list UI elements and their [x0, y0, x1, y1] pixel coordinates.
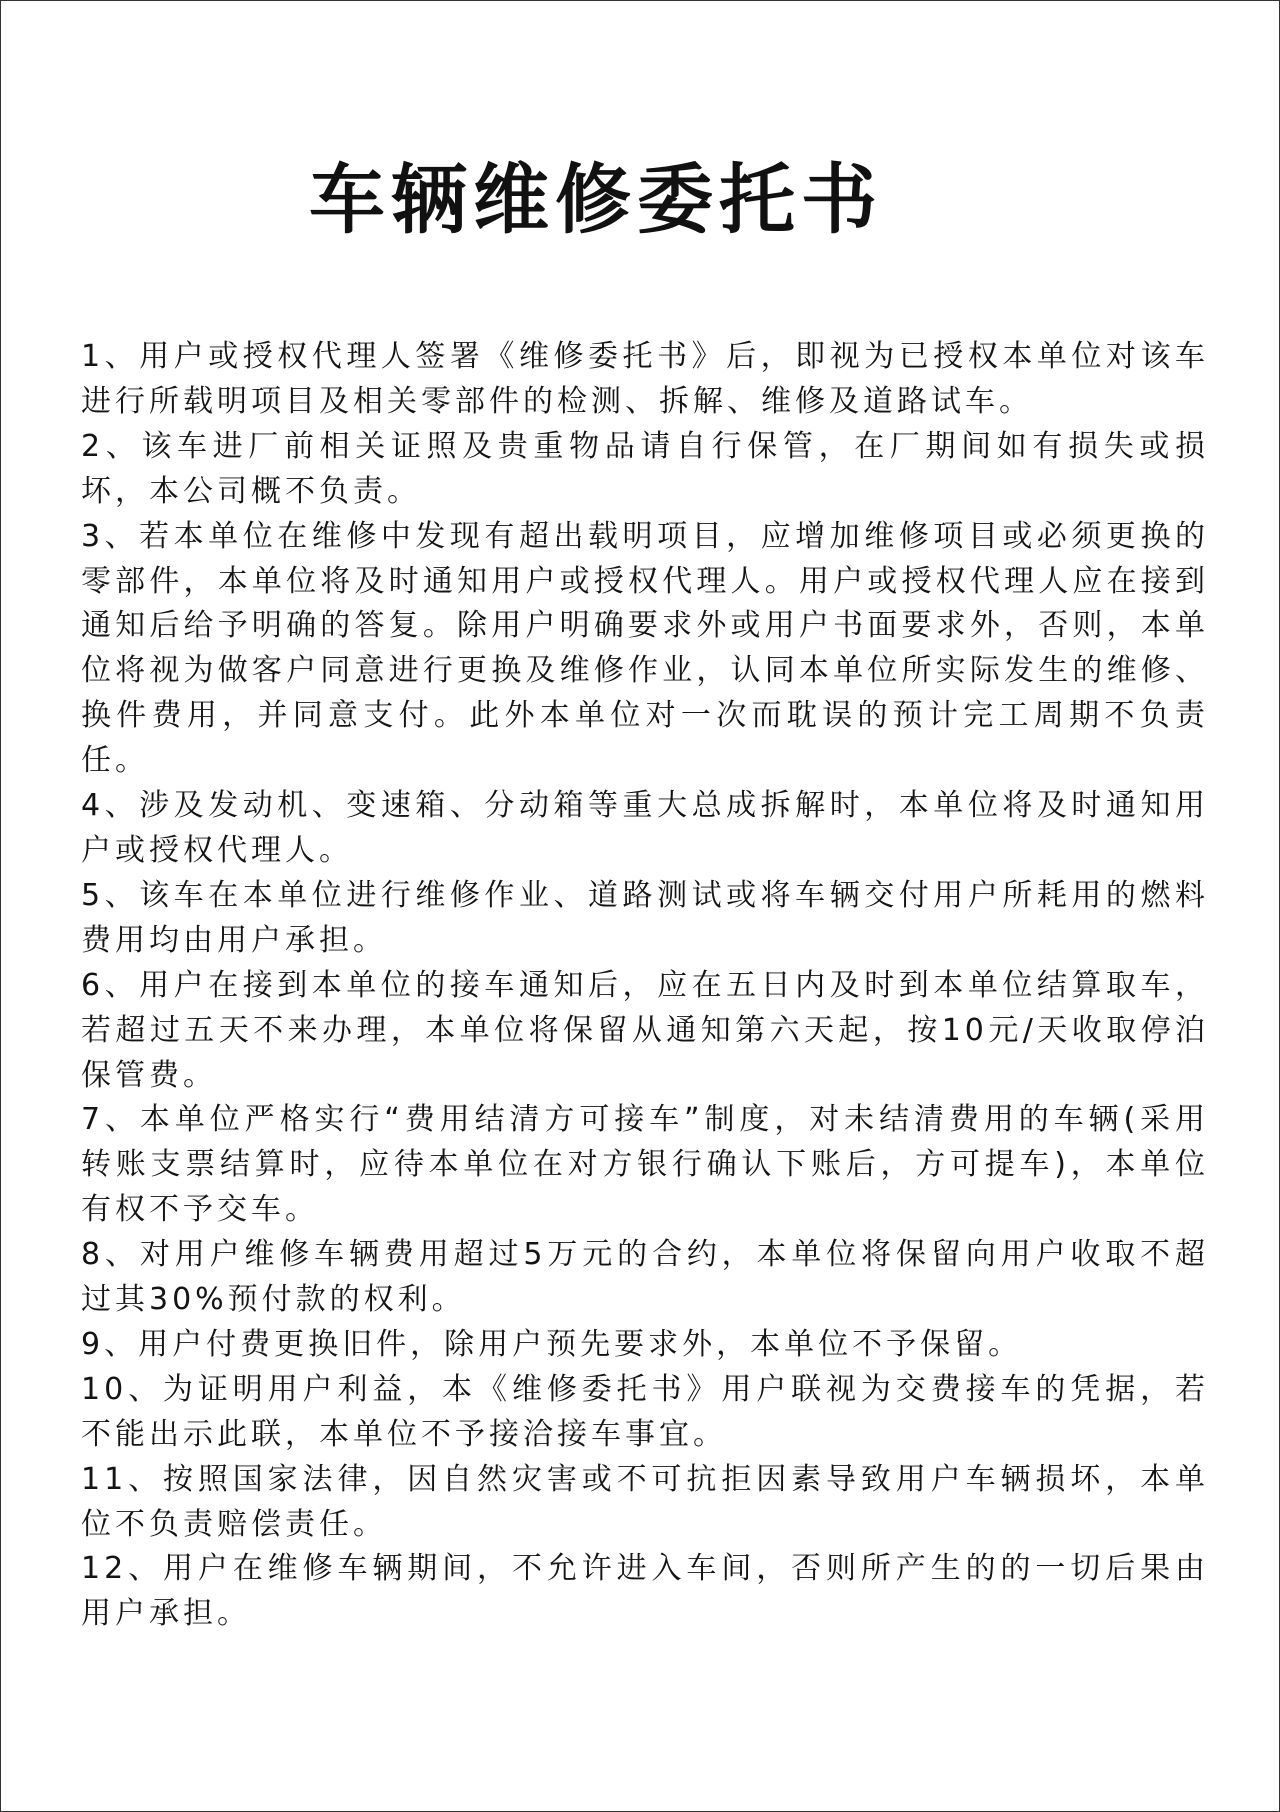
- clause-1: 1、用户或授权代理人签署《维修委托书》后，即视为已授权本单位对该车进行所载明项目及相关零部件的检测、拆解、维修及道路试车。: [81, 339, 1209, 419]
- clause-9: 9、用户付费更换旧件，除用户预先要求外，本单位不予保留。: [81, 1326, 1023, 1362]
- clause-11: 11、按照国家法律，因自然灾害或不可抗拒因素导致用户车辆损坏，本单位不负责赔偿责任。: [81, 1461, 1209, 1542]
- clause-5: 5、该车在本单位进行维修作业、道路测试或将车辆交付用户所耗用的燃料费用均由用户承担。: [81, 877, 1209, 958]
- clause-12: 12、用户在维修车辆期间，不允许进入车间，否则所产生的的一切后果由用户承担。: [81, 1551, 1209, 1632]
- clause-8: 8、对用户维修车辆费用超过5万元的合约，本单位将保留向用户收取不超过其30%预付款的权利。: [81, 1237, 1209, 1318]
- clause-7: 7、本单位严格实行“费用结清方可接车”制度，对未结清费用的车辆(采用转账支票结算时，应待本单位在对方银行确认下账后，方可提车)，本单位有权不予交车。: [81, 1102, 1209, 1228]
- clause-2: 2、该车进厂前相关证照及贵重物品请自行保管，在厂期间如有损失或损坏，本公司概不负责。: [81, 428, 1209, 509]
- clause-4: 4、涉及发动机、变速箱、分动箱等重大总成拆解时，本单位将及时通知用户或授权代理人。: [81, 788, 1209, 868]
- document-title: 车辆维修委托书: [309, 155, 883, 244]
- clause-10: 10、为证明用户利益，本《维修委托书》用户联视为交费接车的凭据，若不能出示此联，本单位不予接洽接车事宜。: [81, 1371, 1209, 1452]
- clause-list: [81, 335, 1209, 1637]
- clause-3: 3、若本单位在维修中发现有超出载明项目，应增加维修项目或必须更换的零部件，本单位将及时通知用户或授权代理人。用户或授权代理人应在接到通知后给予明确的答复。除用户明确要求外或用户书面要求外，否则，本单位将视为做客户同意进行更换及维修作业，认同本单位所实际发生的维修、换件费用，并同意支付。此外本单位对一次而耽误的预计完工周期不负责任。: [81, 518, 1209, 779]
- clause-6: 6、用户在接到本单位的接车通知后，应在五日内及时到本单位结算取车，若超过五天不来办理，本单位将保留从通知第六天起，按10元/天收取停泊保管费。: [81, 967, 1209, 1093]
